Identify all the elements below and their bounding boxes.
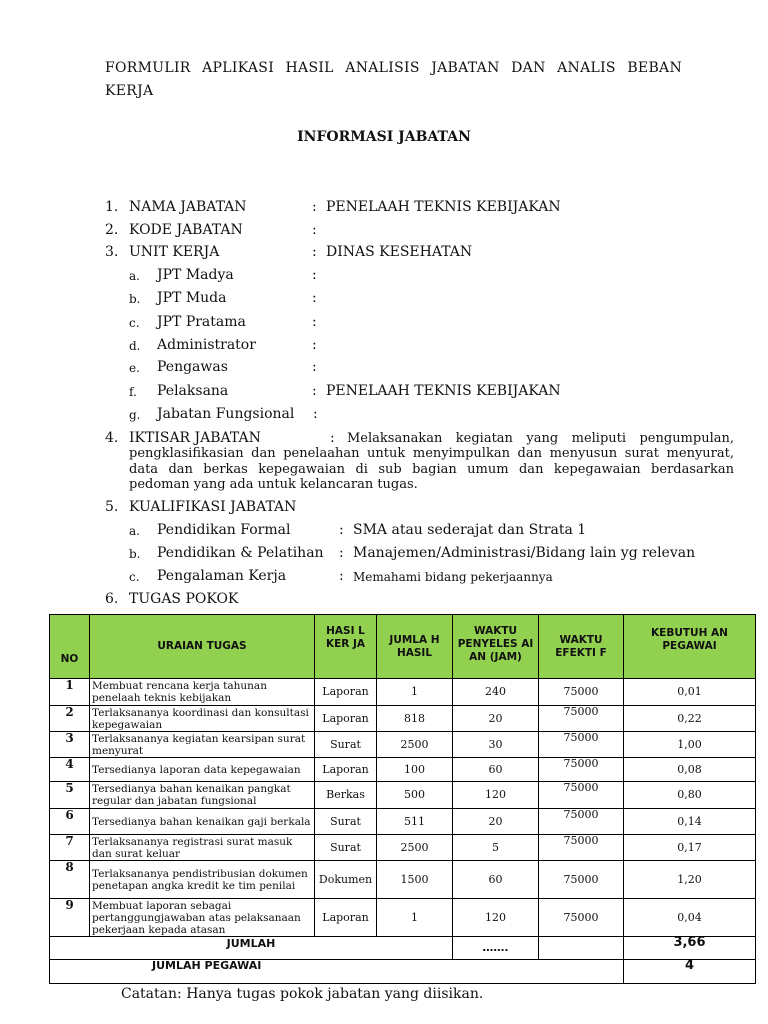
- cell-no: 3: [50, 732, 90, 758]
- cell-efektif: 75000: [539, 809, 624, 835]
- sub-colon: :: [312, 267, 317, 283]
- cell-no: 2: [50, 706, 90, 732]
- sub-label: Pengawas: [157, 359, 228, 375]
- cell-jumlah: 818: [377, 706, 453, 732]
- sub-letter: a.: [129, 269, 140, 283]
- cell-kebutuhan: 0,04: [624, 899, 756, 937]
- cell-waktu: 30: [453, 732, 539, 758]
- cell-efektif: 75000: [539, 782, 624, 809]
- cell-efektif: 75000: [539, 899, 624, 937]
- col-header-no: NO: [50, 615, 90, 679]
- cell-task: Tersedianya bahan kenaikan gaji berkala: [90, 809, 315, 835]
- field-number: 5.: [105, 499, 119, 515]
- table-row: [50, 706, 756, 732]
- cell-no: 9: [50, 899, 90, 937]
- cell-jumlah: 1500: [377, 861, 453, 899]
- cell-hasil: Laporan: [315, 706, 377, 732]
- form-title-line1: FORMULIR APLIKASI HASIL ANALISIS JABATAN DAN ANALIS BEBAN: [105, 60, 682, 76]
- jumlah-label: JUMLAH: [50, 937, 453, 960]
- cell-kebutuhan: 0,08: [624, 758, 756, 782]
- footer-note: Catatan: Hanya tugas pokok jabatan yang diisikan.: [121, 986, 484, 1002]
- sub-label: JPT Muda: [157, 290, 227, 306]
- cell-waktu: 5: [453, 835, 539, 861]
- iktisar-text: pengklasifikasian dan penelaahan untuk menyimpulkan dan menyusun surat menyurat, data dan berkas kepegawaian di sub bagian umum dan kepegawaian berdasarkan pedoman yang ada untuk kelancaran tugas.: [129, 446, 734, 492]
- cell-efektif: 75000: [539, 732, 624, 758]
- sub-label: JPT Madya: [157, 267, 234, 283]
- cell-hasil: Laporan: [315, 899, 377, 937]
- sub-letter: e.: [129, 361, 140, 375]
- field-label: KODE JABATAN: [129, 222, 243, 238]
- cell-task: Terlaksananya koordinasi dan konsultasi kepegawaian: [90, 706, 315, 732]
- jumlah-pegawai-row: [50, 960, 756, 984]
- sub-letter: b.: [129, 547, 141, 561]
- cell-task: Terlaksananya pendistribusian dokumen penetapan angka kredit ke tim penilai: [90, 861, 315, 899]
- field-number: 4.: [105, 430, 119, 446]
- table-row: [50, 809, 756, 835]
- cell-task: Membuat rencana kerja tahunan penelaah teknis kebijakan: [90, 679, 315, 706]
- sub-letter: c.: [129, 316, 140, 330]
- field-label: NAMA JABATAN: [129, 199, 247, 215]
- sub-value: Memahami bidang pekerjaannya: [353, 570, 553, 584]
- cell-task: Terlaksananya kegiatan kearsipan surat menyurat: [90, 732, 315, 758]
- cell-waktu: 20: [453, 809, 539, 835]
- form-title-line2: KERJA: [105, 83, 154, 99]
- cell-kebutuhan: 0,14: [624, 809, 756, 835]
- sub-colon: :: [339, 522, 344, 538]
- cell-jumlah: 511: [377, 809, 453, 835]
- tugas-pokok-table: [49, 614, 756, 984]
- field-value: DINAS KESEHATAN: [326, 244, 473, 260]
- sub-colon: :: [312, 383, 317, 399]
- cell-efektif: 75000: [539, 861, 624, 899]
- field-label: IKTISAR JABATAN: [129, 430, 261, 446]
- cell-no: 6: [50, 809, 90, 835]
- cell-task: Tersedianya laporan data kepegawaian: [90, 758, 315, 782]
- field-label: UNIT KERJA: [129, 244, 220, 260]
- cell-hasil: Laporan: [315, 679, 377, 706]
- sub-label: Pelaksana: [157, 383, 229, 399]
- field-label: TUGAS POKOK: [129, 591, 239, 607]
- cell-hasil: Laporan: [315, 758, 377, 782]
- sub-colon: :: [313, 406, 318, 422]
- table-row: [50, 758, 756, 782]
- sub-letter: f.: [129, 385, 137, 399]
- jumlah-dots: …….: [453, 937, 539, 960]
- field-value: PENELAAH TEKNIS KEBIJAKAN: [326, 199, 561, 215]
- sub-value: SMA atau sederajat dan Strata 1: [353, 522, 587, 538]
- sub-colon: :: [312, 290, 317, 306]
- table-row: [50, 679, 756, 706]
- sub-letter: b.: [129, 292, 141, 306]
- cell-jumlah: 1: [377, 899, 453, 937]
- table-row: [50, 899, 756, 937]
- col-header-uraian: URAIAN TUGAS: [90, 615, 315, 679]
- cell-waktu: 60: [453, 861, 539, 899]
- cell-no: 7: [50, 835, 90, 861]
- table-row: [50, 782, 756, 809]
- sub-label: Pengalaman Kerja: [157, 568, 287, 584]
- cell-hasil: Dokumen: [315, 861, 377, 899]
- sub-label: Pendidikan Formal: [157, 522, 291, 538]
- cell-no: 8: [50, 861, 90, 899]
- field-colon: :: [330, 430, 335, 446]
- cell-task: Tersedianya bahan kenaikan pangkat regular dan jabatan fungsional: [90, 782, 315, 809]
- cell-kebutuhan: 1,20: [624, 861, 756, 899]
- cell-no: 4: [50, 758, 90, 782]
- field-colon: :: [312, 244, 317, 260]
- cell-efektif: 75000: [539, 706, 624, 732]
- cell-hasil: Berkas: [315, 782, 377, 809]
- cell-hasil: Surat: [315, 809, 377, 835]
- cell-task: Membuat laporan sebagai pertanggungjawaban atas pelaksanaan pekerjaan kepada atasan: [90, 899, 315, 937]
- table-header-row: [50, 615, 756, 679]
- sub-colon: :: [312, 337, 317, 353]
- jumlah-value: 3,66: [624, 937, 756, 960]
- sub-label: Pendidikan & Pelatihan: [157, 545, 324, 561]
- jumlah-pegawai-label: JUMLAH PEGAWAI: [50, 960, 624, 984]
- sub-label: JPT Pratama: [157, 314, 246, 330]
- cell-jumlah: 100: [377, 758, 453, 782]
- jumlah-pegawai-value: 4: [624, 960, 756, 984]
- section-title: INFORMASI JABATAN: [297, 129, 471, 145]
- field-number: 1.: [105, 199, 119, 215]
- sub-colon: :: [339, 568, 344, 584]
- jumlah-row: [50, 937, 756, 960]
- field-number: 6.: [105, 591, 119, 607]
- sub-value: Manajemen/Administrasi/Bidang lain yg relevan: [353, 545, 696, 561]
- cell-jumlah: 2500: [377, 835, 453, 861]
- cell-kebutuhan: 1,00: [624, 732, 756, 758]
- cell-hasil: Surat: [315, 835, 377, 861]
- jumlah-empty-cell: [539, 937, 624, 960]
- cell-kebutuhan: 0,17: [624, 835, 756, 861]
- sub-letter: g.: [129, 408, 141, 422]
- field-label: KUALIFIKASI JABATAN: [129, 499, 297, 515]
- col-header-jumlah: JUMLA H HASIL: [377, 615, 453, 679]
- cell-efektif: 75000: [539, 758, 624, 782]
- cell-efektif: 75000: [539, 679, 624, 706]
- iktisar-line1: Melaksanakan kegiatan yang meliputi pengumpulan,: [347, 431, 734, 446]
- cell-waktu: 20: [453, 706, 539, 732]
- cell-jumlah: 2500: [377, 732, 453, 758]
- cell-task: Terlaksananya registrasi surat masuk dan surat keluar: [90, 835, 315, 861]
- sub-label: Jabatan Fungsional: [157, 406, 295, 422]
- field-colon: :: [312, 222, 317, 238]
- table-row: [50, 861, 756, 899]
- col-header-waktu-efektif: WAKTU EFEKTI F: [539, 615, 624, 679]
- cell-hasil: Surat: [315, 732, 377, 758]
- table-row: [50, 732, 756, 758]
- field-number: 3.: [105, 244, 119, 260]
- sub-colon: :: [339, 545, 344, 561]
- cell-waktu: 240: [453, 679, 539, 706]
- sub-letter: a.: [129, 524, 140, 538]
- cell-kebutuhan: 0,80: [624, 782, 756, 809]
- cell-waktu: 60: [453, 758, 539, 782]
- col-header-kebutuhan: KEBUTUH AN PEGAWAI: [624, 615, 756, 679]
- cell-no: 1: [50, 679, 90, 706]
- sub-label: Administrator: [157, 337, 256, 353]
- sub-colon: :: [312, 314, 317, 330]
- sub-value: PENELAAH TEKNIS KEBIJAKAN: [326, 383, 561, 399]
- cell-jumlah: 500: [377, 782, 453, 809]
- cell-no: 5: [50, 782, 90, 809]
- col-header-hasil: HASI L KER JA: [315, 615, 377, 679]
- cell-kebutuhan: 0,22: [624, 706, 756, 732]
- cell-waktu: 120: [453, 782, 539, 809]
- field-number: 2.: [105, 222, 119, 238]
- sub-letter: c.: [129, 570, 140, 584]
- cell-waktu: 120: [453, 899, 539, 937]
- cell-jumlah: 1: [377, 679, 453, 706]
- sub-letter: d.: [129, 339, 141, 353]
- cell-efektif: 75000: [539, 835, 624, 861]
- sub-colon: :: [312, 359, 317, 375]
- field-colon: :: [312, 199, 317, 215]
- table-row: [50, 835, 756, 861]
- col-header-waktu-penyelesaian: WAKTU PENYELES AI AN (JAM): [453, 615, 539, 679]
- cell-kebutuhan: 0,01: [624, 679, 756, 706]
